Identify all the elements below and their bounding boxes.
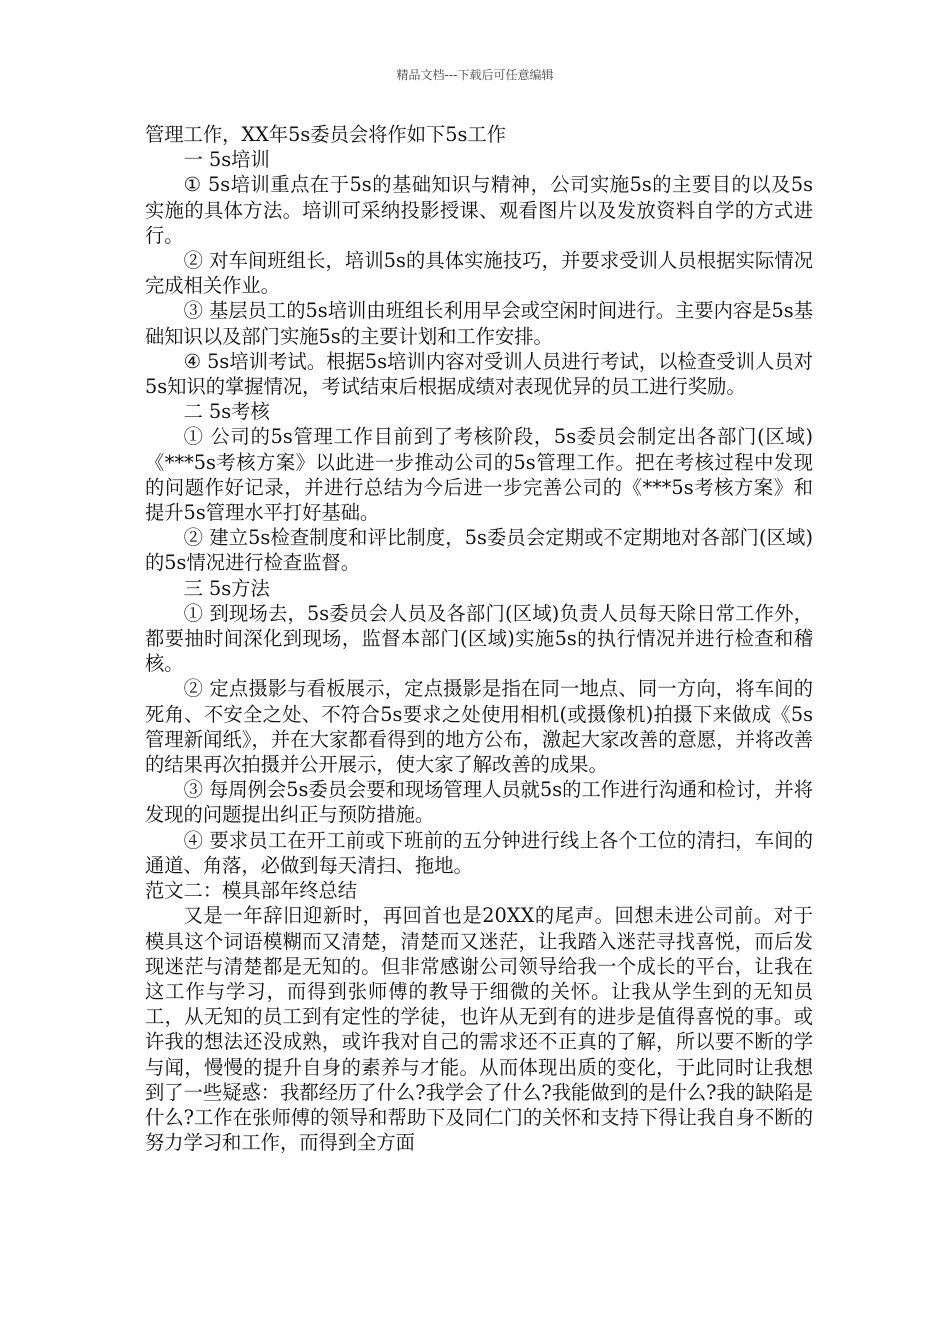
paragraph: ③ 每周例会5s委员会要和现场管理人员就5s的工作进行沟通和检讨，并将发现的问题提出纠正与预防措施。 xyxy=(145,778,813,827)
paragraph: 三 5s方法 xyxy=(183,576,270,600)
paragraph: 二 5s考核 xyxy=(183,400,270,424)
paragraph: ① 到现场去，5s委员会人员及各部门(区域)负责人员每天除日常工作外，都要抽时间深化到现场，监督本部门(区域)实施5s的执行情况并进行检查和稽核。 xyxy=(145,601,813,676)
document-body xyxy=(145,122,813,1155)
paragraph: ② 定点摄影与看板展示，定点摄影是指在同一地点、同一方向，将车间的死角、不安全之处、不符合5s要求之处使用相机(或摄像机)拍摄下来做成《5s管理新闻纸》，并在大家都看得到的地方公布，激起大家改善的意愿，并将改善的结果再次拍摄并公开展示，使大家了解改善的成果。 xyxy=(145,677,813,777)
paragraph: ① 公司的5s管理工作目前到了考核阶段，5s委员会制定出各部门(区域)《***5s考核方案》以此进一步推动公司的5s管理工作。把在考核过程中发现的问题作好记录，并进行总结为今后进一步完善公司的《***5s考核方案》和提升5s管理水平打好基础。 xyxy=(145,425,813,525)
paragraph: ③ 基层员工的5s培训由班组长利用早会或空闲时间进行。主要内容是5s基础知识以及部门实施5s的主要计划和工作安排。 xyxy=(145,299,813,348)
paragraph: 一 5s培训 xyxy=(183,148,270,172)
paragraph: 范文二：模具部年终总结 xyxy=(145,879,358,903)
page-header: 精品文档---下载后可任意编辑 xyxy=(396,68,554,82)
paragraph: ② 对车间班组长，培训5s的具体实施技巧，并要求受训人员根据实际情况完成相关作业。 xyxy=(145,249,813,298)
paragraph: ② 建立5s检查制度和评比制度，5s委员会定期或不定期地对各部门(区域)的5s情况进行检查监督。 xyxy=(145,526,813,575)
paragraph: ① 5s培训重点在于5s的基础知识与精神，公司实施5s的主要目的以及5s实施的具体方法。培训可采纳投影授课、观看图片以及发放资料自学的方式进行。 xyxy=(145,173,813,247)
paragraph: ④ 要求员工在开工前或下班前的五分钟进行线上各个工位的清扫，车间的通道、角落，必做到每天清扫、拖地。 xyxy=(145,828,813,877)
paragraph: 又是一年辞旧迎新时，再回首也是20XX的尾声。回想未进公司前。对于模具这个词语模糊而又清楚，清楚而又迷茫，让我踏入迷茫寻找喜悦，而后发现迷茫与清楚都是无知的。但非常感谢公司领导给我一个成长的平台，让我在这工作与学习，而得到张师傅的教导于细微的关怀。让我从学生到的无知员工，从无知的员工到有定性的学徒，也许从无到有的进步是值得喜悦的事。或许我的想法还没成熟，或许我对自己的需求还不正真的了解，所以要不断的学与闻，慢慢的提升自身的素养与才能。从而体现出质的变化，于此同时让我想到了一些疑惑：我都经历了什么?我学会了什么?我能做到的是什么?我的缺陷是什么?工作在张师傅的领导和帮助下及同仁门的关怀和支持下得让我自身不断的努力学习和工作，而得到全方面 xyxy=(145,904,813,1155)
paragraph: ④ 5s培训考试。根据5s培训内容对受训人员进行考试，以检查受训人员对5s知识的掌握情况，考试结束后根据成绩对表现优异的员工进行奖励。 xyxy=(145,349,813,399)
paragraph: 管理工作，XX年5s委员会将作如下5s工作 xyxy=(145,123,506,146)
